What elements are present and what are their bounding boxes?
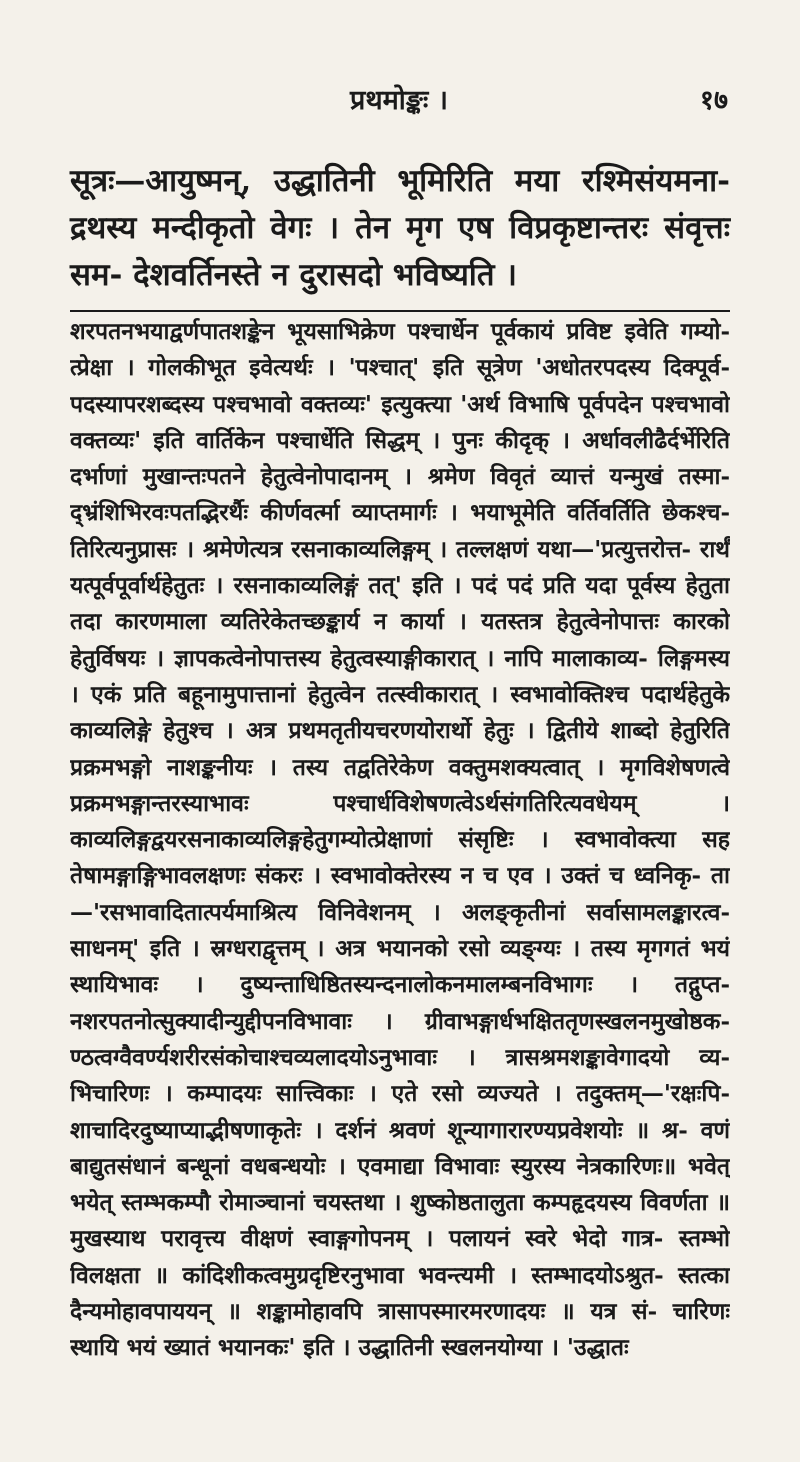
- dialogue-sutradhara: सूत्रः—आयुष्मन्, उद्धातिनी भूमिरिति मया रश्मिसंयमना- द्रथस्य मन्दीकृतो वेगः । तेन मृग एष विप्रकृष्टान्तरः संवृत्तः सम- देशवर्तिनस्ते न दुरासदो भविष्यति ।: [70, 163, 730, 293]
- commentary-block: [70, 314, 730, 1434]
- commentary-text: शरपतनभयाद्वर्णपातशङ्केन भूयसाभिक्रेण पश्चार्धेन पूर्वकायं प्रविष्ट इवेति गम्यो- त्प्रेक्षा । गोलकीभूत इवेत्यर्थः । 'पश्चात्' इति सूत्रेण 'अधोतरपदस्य दिक्पूर्व- पदस्यापरशब्दस्य पश्चभावो वक्तव्यः' इत्युक्त्या 'अर्थ विभाषि पूर्वपदेन पश्चभावो वक्तव्यः' इति वार्तिकेन पश्चार्धेति सिद्धम् । पुनः कीदृक् । अर्धावलीढैर्दर्भेरिति दर्भाणां मुखान्तःपतने हेतुत्वेनोपादानम् । श्रमेण विवृतं व्यात्तं यन्मुखं तस्मा- द्भ्रंशिभिरवःपतद्भिरर्थैः कीर्णवर्त्मा व्याप्तमार्गः । भयाभूमेति वर्तिवर्तिति छेकश्च- तिरित्यनुप्रासः । श्रमेणेत्यत्र रसनाकाव्यलिङ्गम् । तल्लक्षणं यथा—'प्रत्युत्तरोत्त- रार्थं यत्पूर्वपूर्वार्थहेतुतः । रसनाकाव्यलिङ्गं तत्' इति । पदं पदं प्रति यदा पूर्वस्य हेतुता तदा कारणमाला व्यतिरेकेतच्छङ्कार्य न कार्या । यतस्तत्र हेतुत्वेनोपात्तः कारको हेतुर्विषयः । ज्ञापकत्वेनोपात्तस्य हेतुत्वस्याङ्गीकारात् । नापि मालाकाव्य- लिङ्गमस्य । एकं प्रति बहूनामुपात्तानां हेतुत्वेन तत्स्वीकारात् । स्वभावोक्तिश्च पदार्थहेतुके काव्यलिङ्गे हेतुश्च । अत्र प्रथमतृतीयचरणयोरार्थो हेतुः । द्वितीये शाब्दो हेतुरिति प्रक्रमभङ्गो नाशङ्कनीयः । तस्य तद्वतिरेकेण वक्तुमशक्यत्वात् । मृगविशेषणत्वे प्रक्रमभङ्गान्तरस्याभावः पश्चार्धविशेषणत्वेऽर्थसंगतिरित्यवधेयम् । काव्यलिङ्गद्वयरसनाकाव्यलिङ्गहेतुगम्योत्प्रेक्षाणां संसृष्टिः । स्वभावोक्त्या सह तेषामङ्गाङ्गिभावलक्षणः संकरः । स्वभावोक्तेरस्य न च एव । उक्तं च ध्वनिकृ- ता—'रसभावादितात्पर्यमाश्रित्य विनिवेशनम् । अलङ्कृतीनां सर्वासामलङ्कारत्व- साधनम्' इति । स्रग्धराद्वृत्तम् । अत्र भयानको रसो व्यङ्ग्यः । तस्य मृगगतं भयं स्थायिभावः । दुष्यन्ताधिष्ठितस्यन्दनालोकनमालम्बनविभागः । तद्गुप्त- नशरपतनोत्सुक्यादीन्युद्दीपनविभावाः । ग्रीवाभङ्गार्धभक्षिततृणस्खलनमुखोष्ठक- ण्ठत्वग्वैवर्ण्यशरीरसंकोचाश्चव्यलादयोऽनुभावाः । त्रासश्रमशङ्कावेगादयो व्य- भिचारिणः । कम्पादयः सात्त्विकाः । एते रसो व्यज्यते । तदुक्तम्—'रक्षःपि- शाचादिरदुष्याप्याद्भीषणाकृतेः । दर्शनं श्रवणं शून्यागारारण्यप्रवेशयोः ॥ श्र- वणं बाद्युतसंधानं बन्धूनां वधबन्धयोः । एवमाद्या विभावाः स्युरस्य नेत्रकारिणः॥ भवेत् भयेत् स्तम्भकम्पौ रोमाञ्चानां चयस्तथा । शुष्कोष्ठतालुता कम्पहृदयस्य विवर्णता ॥ मुखस्याथ परावृत्त्य वीक्षणं स्वाङ्गगोपनम् । पलायनं स्वरे भेदो गात्र- स्तम्भो विलक्षता ॥ कांदिशीकत्वमुग्रदृष्टिरनुभावा भवन्त्यमी । स्तम्भादयोऽश्रुत- स्तत्का दैन्यमोहावपाययन् ॥ शङ्कामोहावपि त्रासापस्मारमरणादयः ॥ यत्र सं- चारिणः स्थायि भयं ख्यातं भयानकः' इति । उद्धातिनी स्खलनयोग्या । 'उद्धातः: [70, 318, 730, 1362]
- separator-rule: [70, 310, 730, 312]
- running-title: प्रथमोङ्कः ।: [350, 85, 448, 116]
- running-header: [70, 78, 728, 118]
- page-number: १७: [699, 85, 728, 116]
